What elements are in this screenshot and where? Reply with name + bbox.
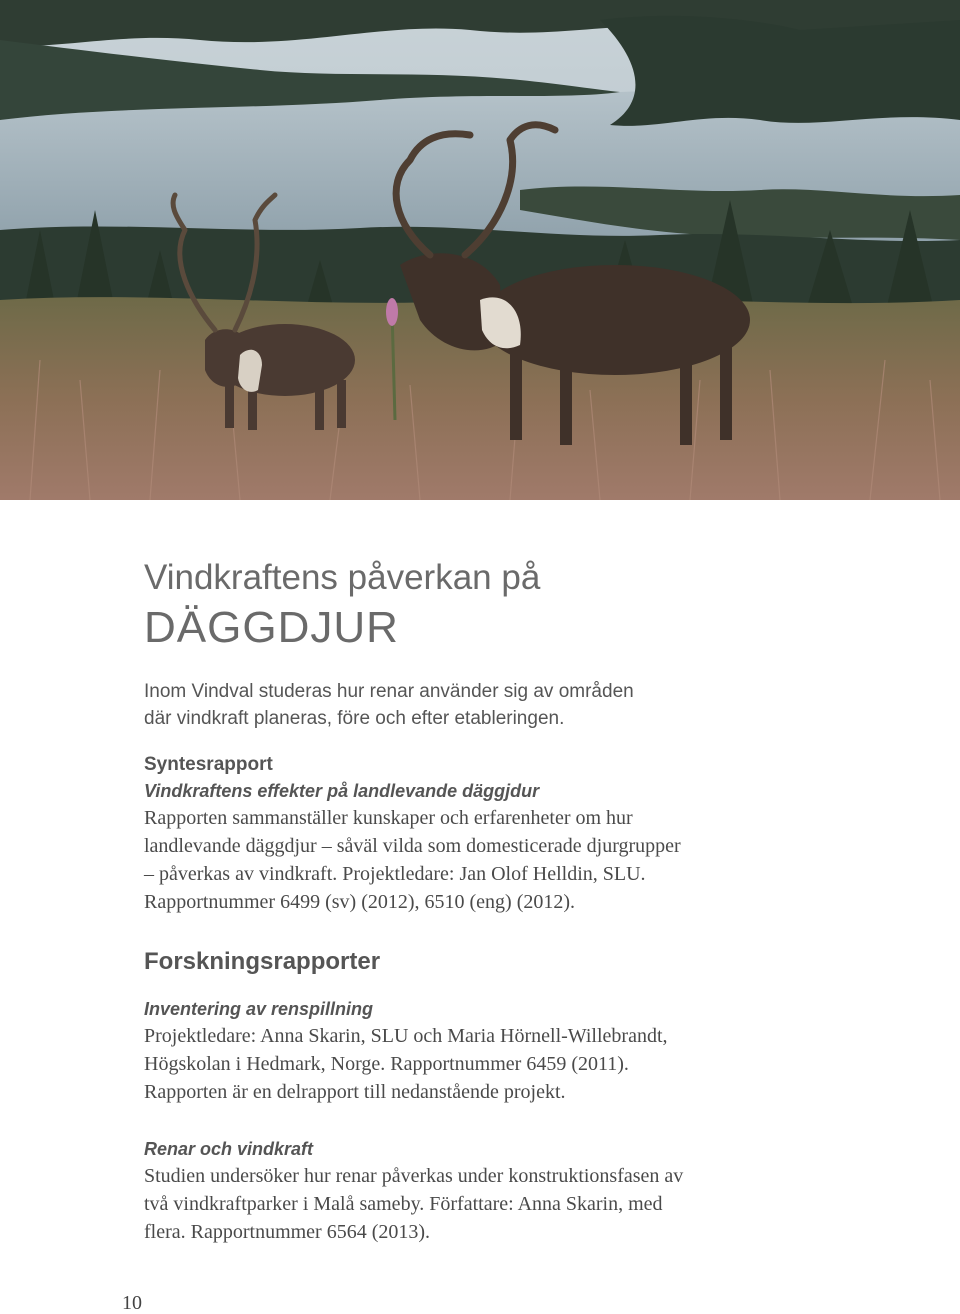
synthesis-line: landlevande däggdjur – såväl vilda som domesticerade djurgrupper [144, 835, 681, 857]
synthesis-line: Rapporten sammanställer kunskaper och erfarenheter om hur [144, 807, 633, 829]
report-text [144, 1162, 864, 1246]
report-title: Inventering av renspillning [144, 999, 374, 1019]
research-heading: Forskningsrapporter [144, 948, 381, 975]
report-item [144, 996, 864, 1106]
report-title: Renar och vindkraft [144, 1139, 314, 1159]
intro-line: Inom Vindval studeras hur renar använder sig av områden [144, 681, 634, 702]
report-line: Rapporten är en delrapport till nedanstående projekt. [144, 1081, 566, 1103]
hero-photo [0, 0, 960, 500]
synthesis-text [144, 804, 864, 916]
page-number: 10 [122, 1292, 142, 1314]
intro-paragraph [144, 678, 864, 732]
report-line: flera. Rapportnummer 6564 (2013). [144, 1221, 431, 1243]
synthesis-section [144, 752, 864, 916]
report-line: Studien undersöker hur renar påverkas under konstruktionsfasen av [144, 1165, 684, 1187]
report-line: Projektledare: Anna Skarin, SLU och Maria Hörnell-Willebrandt, [144, 1025, 668, 1047]
synthesis-subtitle: Vindkraftens effekter på landlevande däggjdur [144, 781, 540, 801]
intro-line: där vindkraft planeras, före och efter etableringen. [144, 708, 565, 729]
article-content [144, 556, 864, 1246]
research-section [144, 946, 864, 1246]
synthesis-line: – påverkas av vindkraft. Projektledare: Jan Olof Helldin, SLU. [144, 863, 646, 885]
report-line: Högskolan i Hedmark, Norge. Rapportnummer 6459 (2011). [144, 1053, 629, 1075]
title-line-1: Vindkraftens påverkan på [144, 558, 541, 597]
page-title [144, 556, 864, 654]
report-item [144, 1136, 864, 1246]
reindeer-landscape-illustration [0, 0, 960, 500]
report-text [144, 1022, 864, 1106]
synthesis-heading: Syntesrapport [144, 754, 273, 775]
title-line-2: DÄGGDJUR [144, 603, 399, 652]
synthesis-line: Rapportnummer 6499 (sv) (2012), 6510 (eng) (2012). [144, 891, 576, 913]
report-line: två vindkraftparker i Malå sameby. Författare: Anna Skarin, med [144, 1193, 663, 1215]
